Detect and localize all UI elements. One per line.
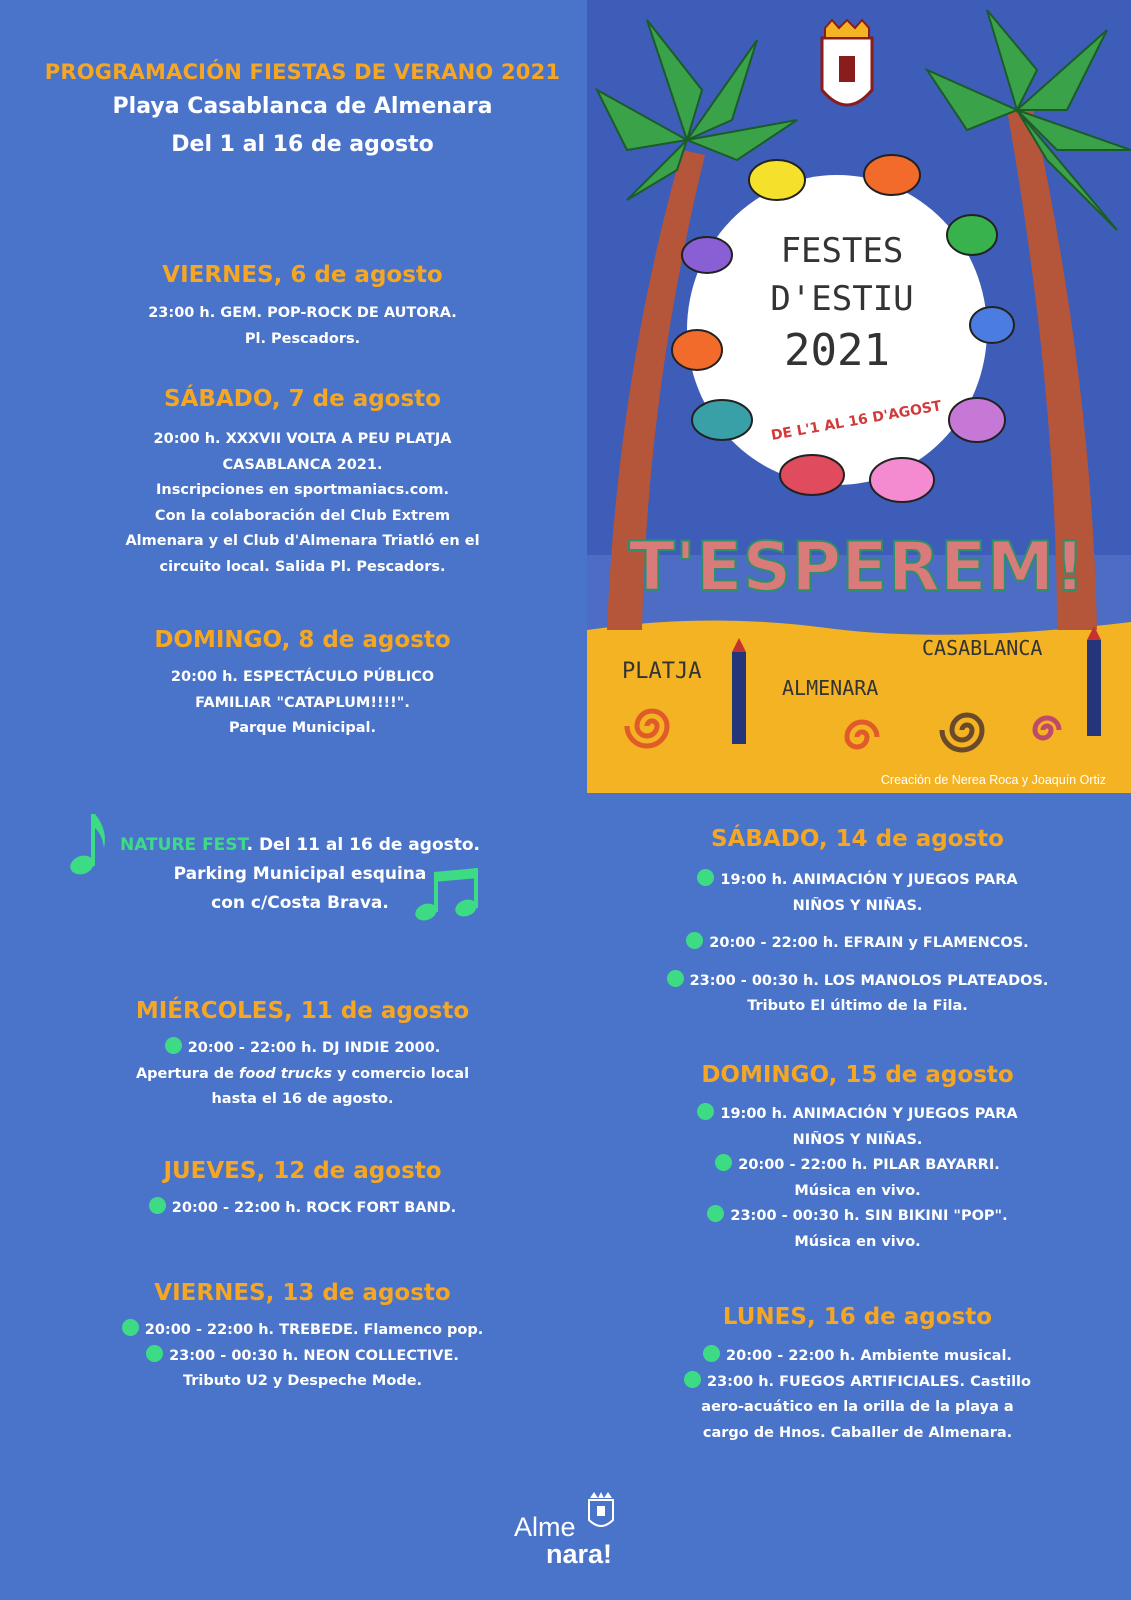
day-heading: LUNES, 16 de agosto [722,1304,993,1330]
event-line: 19:00 h. ANIMACIÓN Y JUEGOS PARA [595,1102,1120,1128]
event-line: 20:00 h. ESPECTÁCULO PÚBLICO [170,669,435,685]
day-heading: DOMINGO, 15 de agosto [701,1062,1014,1088]
poster-credit: Creación de Nerea Roca y Joaquín Ortiz [880,773,1106,787]
day-6 [20,262,585,352]
crest-icon [586,1490,616,1532]
bullet-icon [707,1205,724,1222]
event-line: 23:00 - 00:30 h. LOS MANOLOS PLATEADOS. [595,969,1120,995]
day-7 [20,386,585,580]
bullet-icon [122,1319,139,1336]
day-heading: SÁBADO, 14 de agosto [711,826,1004,852]
poster-casablanca: CASABLANCA [922,636,1043,660]
poster-title-1: FESTES [780,231,904,271]
day-13 [20,1280,585,1395]
event-line: Tributo U2 y Despeche Mode. [182,1373,423,1389]
poster-platja: PLATJA [622,659,702,684]
event-line: 23:00 h. GEM. POP-ROCK DE AUTORA. [148,305,457,321]
bullet-icon [667,970,684,987]
almenara-logo [514,1490,624,1570]
event-line: NIÑOS Y NIÑAS. [792,897,923,914]
rocket-left [732,652,746,744]
event-line: 20:00 - 22:00 h. PILAR BAYARRI. [595,1153,1120,1179]
event-line: 23:00 - 00:30 h. NEON COLLECTIVE. [20,1344,585,1370]
bullet-icon [715,1154,732,1171]
event-line: 20:00 - 22:00 h. DJ INDIE 2000. [20,1036,585,1062]
event-line: NIÑOS Y NIÑAS. [792,1131,923,1148]
poster-drawing [587,0,1131,793]
town-crest [822,20,872,105]
day-15 [595,1062,1120,1255]
nature-fest-name: NATURE FEST [119,835,247,855]
event-line: Música en vivo. [794,1182,921,1199]
event-line: Música en vivo. [794,1233,921,1250]
place-subtitle: Playa Casablanca de Almenara [112,94,493,119]
event-line: Almenara y el Club d'Almenara Triatló en el [125,533,480,549]
nature-fest-place: Parking Municipal esquina [173,864,427,884]
event-line: 23:00 - 00:30 h. SIN BIKINI "POP". [595,1204,1120,1230]
day-14 [595,826,1120,1020]
bullet-icon [684,1371,701,1388]
event-line: 20:00 - 22:00 h. Ambiente musical. [595,1344,1120,1370]
day-11 [20,998,585,1113]
event-line: aero-acuático en la orilla de la playa a [701,1399,1014,1415]
bullet-icon [697,869,714,886]
rocket-right [1087,640,1101,736]
event-line: Tributo El último de la Fila. [747,998,968,1014]
bullet-icon [165,1037,182,1054]
event-line: Apertura de food trucks y comercio local [135,1065,470,1082]
day-heading: MIÉRCOLES, 11 de agosto [135,998,470,1024]
dates-subtitle: Del 1 al 16 de agosto [171,132,434,157]
poster-title-2: D'ESTIU [770,279,914,319]
page-title: PROGRAMACIÓN FIESTAS DE VERANO 2021 [44,60,561,84]
nature-fest-street: con c/Costa Brava. [211,893,389,913]
logo-text-2: nara! [546,1539,613,1569]
event-line: hasta el 16 de agosto. [211,1091,394,1107]
poster-illustration [587,0,1131,793]
bullet-icon [146,1345,163,1362]
double-music-note-icon [412,866,492,926]
day-heading: DOMINGO, 8 de agosto [154,627,451,653]
bullet-icon [149,1197,166,1214]
event-line: cargo de Hnos. Caballer de Almenara. [702,1424,1013,1441]
day-12 [20,1158,585,1222]
day-heading: VIERNES, 13 de agosto [154,1280,451,1306]
event-line: CASABLANCA 2021. [222,456,383,473]
day-heading: SÁBADO, 7 de agosto [164,386,441,412]
day-heading: VIERNES, 6 de agosto [162,262,443,288]
bullet-icon [703,1345,720,1362]
event-line: 20:00 - 22:00 h. TREBEDE. Flamenco pop. [20,1318,585,1344]
poster-dates: DE L'1 AL 16 D'AGOST [769,398,943,444]
logo-text-1: Alme [514,1512,576,1542]
event-line: FAMILIAR "CATAPLUM!!!!". [195,694,410,711]
event-line: 20:00 h. XXXVII VOLTA A PEU PLATJA [153,431,452,447]
event-line: 20:00 - 22:00 h. ROCK FORT BAND. [20,1196,585,1222]
event-line: circuito local. Salida Pl. Pescadors. [159,558,446,575]
event-line: Inscripciones en sportmaniacs.com. [156,482,449,498]
event-line: 23:00 h. FUEGOS ARTIFICIALES. Castillo [595,1370,1120,1396]
event-line: Parque Municipal. [228,720,376,736]
poster-almenara: ALMENARA [782,676,879,700]
bullet-icon [697,1103,714,1120]
event-line: Pl. Pescadors. [244,330,361,347]
day-heading: JUEVES, 12 de agosto [163,1158,442,1184]
event-line: Con la colaboración del Club Extrem [154,507,451,524]
header [20,60,585,164]
nature-fest-dates: . Del 11 al 16 de agosto. [246,835,481,855]
day-8 [20,627,585,742]
poster-slogan: T'ESPEREM! [628,528,1086,607]
day-16 [595,1304,1120,1446]
bullet-icon [686,932,703,949]
event-line: 20:00 - 22:00 h. EFRAIN y FLAMENCOS. [595,931,1120,957]
poster-year: 2021 [784,325,890,376]
event-line: 19:00 h. ANIMACIÓN Y JUEGOS PARA [595,868,1120,894]
